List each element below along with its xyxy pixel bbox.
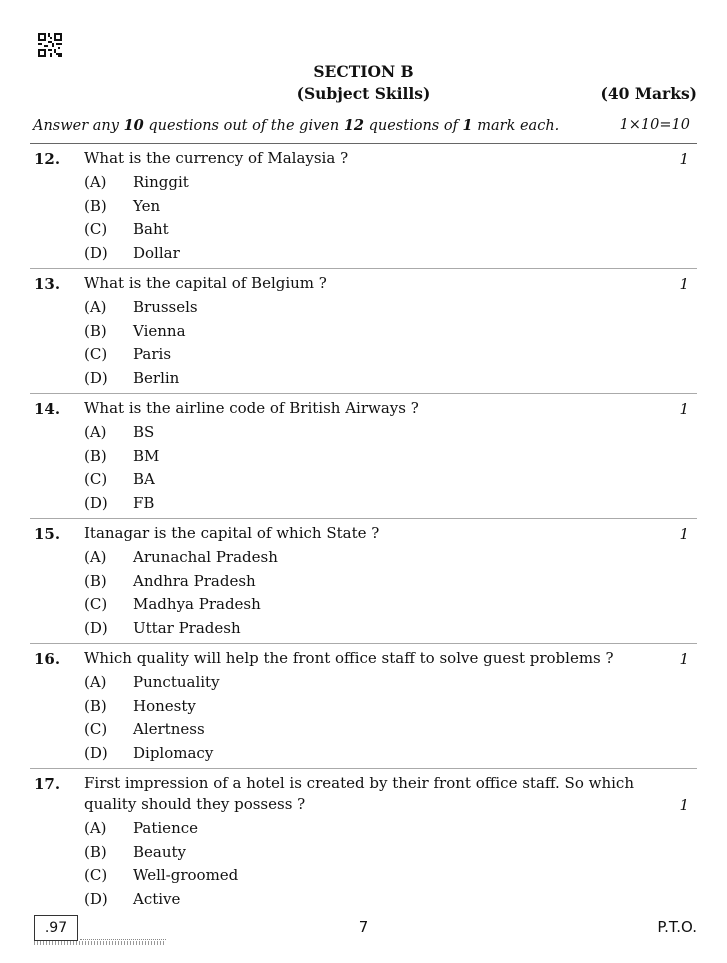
question-text	[84, 398, 659, 419]
option-text: Dollar	[133, 244, 180, 263]
option-text: Uttar Pradesh	[133, 619, 241, 638]
page-number: 7	[358, 918, 369, 936]
question-text	[84, 273, 659, 294]
paper-code: .97	[34, 915, 78, 941]
question-text	[84, 773, 659, 815]
option-text: Beauty	[133, 842, 187, 861]
section-subtitle: (Subject Skills)	[296, 84, 431, 103]
question-marks: 1	[679, 275, 689, 293]
question-text	[84, 648, 659, 669]
question-divider	[30, 268, 697, 269]
option-text: Vienna	[133, 321, 186, 340]
question-text-line: First impression of a hotel is created by their front office staff. So which	[84, 774, 634, 792]
option-letter: (C)	[84, 595, 108, 614]
question-marks: 1	[679, 525, 689, 543]
option-text: Patience	[133, 819, 199, 837]
question-divider	[30, 518, 697, 519]
question-text-line: What is the airline code of British Airways ?	[84, 399, 419, 417]
option-letter: (A)	[84, 819, 107, 837]
option-letter: (B)	[84, 321, 107, 340]
question-text-line: Itanagar is the capital of which State ?	[84, 524, 380, 542]
question-divider	[30, 393, 697, 394]
question-text-line: Which quality will help the front office staff to solve guest problems ?	[84, 649, 614, 667]
option-letter: (D)	[84, 744, 108, 763]
option-text: Arunachal Pradesh	[133, 548, 278, 566]
footer-dotted-line	[80, 939, 166, 940]
question-text-line: quality should they possess ?	[84, 795, 306, 813]
option-text: Diplomacy	[133, 744, 214, 763]
pto-label: P.T.O.	[657, 918, 697, 936]
option-text: Paris	[133, 345, 172, 364]
question-marks: 1	[679, 650, 689, 668]
option-letter: (C)	[84, 345, 108, 364]
option-letter: (A)	[84, 548, 107, 566]
option-letter: (D)	[84, 369, 108, 388]
instructions-post1: questions of	[364, 118, 463, 134]
instructions-mid: questions out of the given	[143, 118, 344, 134]
instructions-post2: mark each.	[472, 118, 560, 134]
option-text: Well-groomed	[133, 866, 239, 885]
option-text: Active	[133, 890, 181, 909]
instructions-marks-each: 1	[462, 117, 473, 134]
option-letter: (D)	[84, 244, 108, 263]
option-letter: (D)	[84, 890, 108, 909]
option-letter: (B)	[84, 696, 107, 715]
question-marks: 1	[679, 150, 689, 168]
question-number: 12.	[34, 150, 61, 168]
option-text: Punctuality	[133, 673, 220, 691]
option-text: Ringgit	[133, 173, 189, 191]
option-text: BA	[133, 470, 155, 489]
marking-scheme: 1×10=10	[619, 117, 690, 133]
question-number: 17.	[34, 775, 61, 793]
instructions-pre: Answer any	[33, 118, 124, 134]
question-text-line: What is the capital of Belgium ?	[84, 274, 327, 292]
option-letter: (B)	[84, 842, 107, 861]
footer-barcode	[34, 941, 166, 945]
option-text: Madhya Pradesh	[133, 595, 261, 614]
question-text-line: What is the currency of Malaysia ?	[84, 149, 349, 167]
option-text: Brussels	[133, 298, 198, 316]
option-letter: (D)	[84, 494, 108, 513]
option-text: Andhra Pradesh	[133, 571, 256, 590]
option-text: FB	[133, 494, 155, 513]
option-text: Honesty	[133, 696, 196, 715]
option-letter: (A)	[84, 673, 107, 691]
option-letter: (C)	[84, 866, 108, 885]
qr-code-icon	[38, 33, 62, 57]
section-title: SECTION B	[313, 62, 414, 81]
option-letter: (B)	[84, 196, 107, 215]
question-divider	[30, 643, 697, 644]
option-letter: (C)	[84, 720, 108, 739]
question-number: 15.	[34, 525, 61, 543]
option-text: BS	[133, 423, 155, 441]
instructions-count-total: 12	[343, 117, 364, 134]
option-letter: (C)	[84, 220, 108, 239]
option-letter: (B)	[84, 446, 107, 465]
option-letter: (A)	[84, 298, 107, 316]
divider	[30, 143, 697, 144]
question-marks: 1	[679, 400, 689, 418]
option-letter: (B)	[84, 571, 107, 590]
section-marks: (40 Marks)	[600, 84, 697, 103]
option-text: BM	[133, 446, 160, 465]
option-letter: (A)	[84, 173, 107, 191]
question-number: 16.	[34, 650, 61, 668]
question-text	[84, 148, 659, 169]
option-text: Alertness	[133, 720, 205, 739]
option-letter: (D)	[84, 619, 108, 638]
option-text: Berlin	[133, 369, 180, 388]
question-number: 14.	[34, 400, 61, 418]
instructions	[33, 117, 559, 134]
option-text: Baht	[133, 220, 169, 239]
option-letter: (A)	[84, 423, 107, 441]
question-marks: 1	[679, 796, 689, 814]
question-divider	[30, 768, 697, 769]
question-text	[84, 523, 659, 544]
option-letter: (C)	[84, 470, 108, 489]
option-text: Yen	[133, 196, 161, 215]
instructions-count-answer: 10	[123, 117, 144, 134]
question-number: 13.	[34, 275, 61, 293]
